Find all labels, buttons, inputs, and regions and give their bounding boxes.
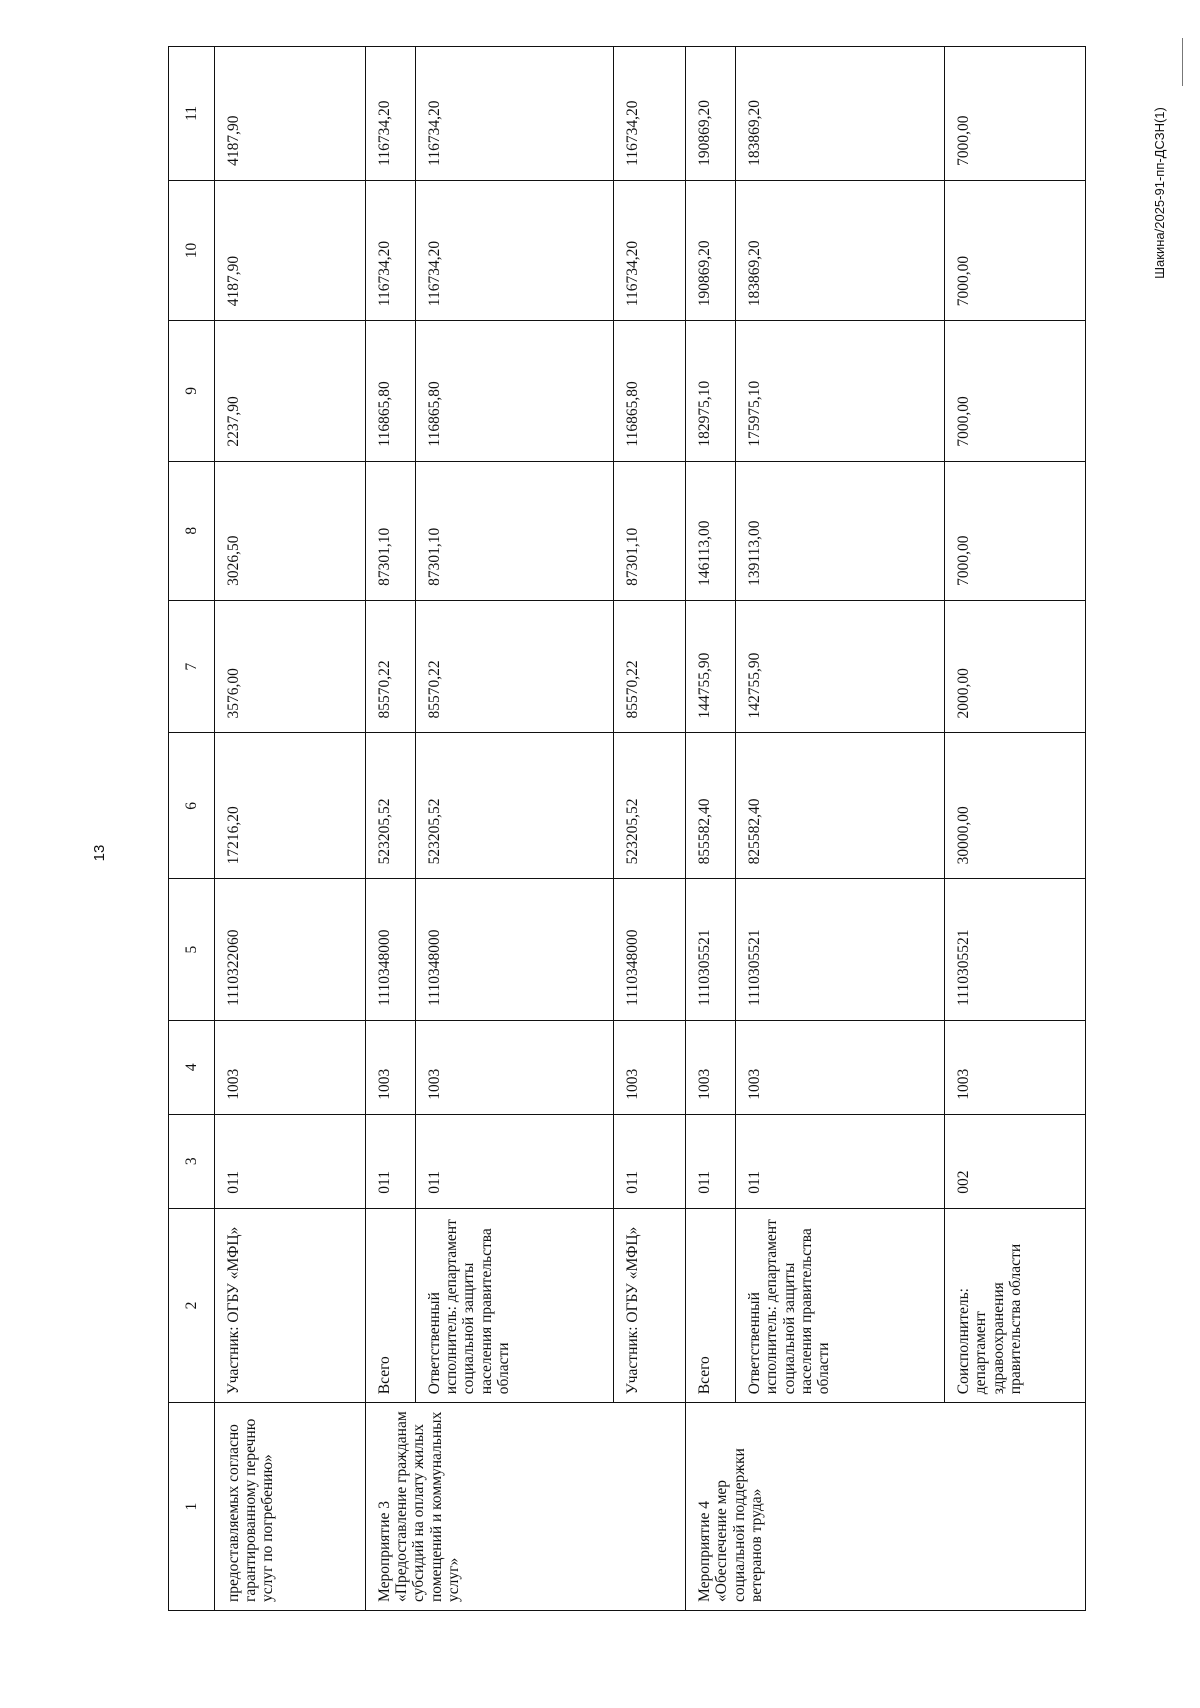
amount-cell: 190869,20 bbox=[685, 180, 735, 320]
amount-cell: 30000,00 bbox=[944, 733, 1085, 879]
amount-cell: 142755,90 bbox=[735, 600, 944, 733]
header-row bbox=[169, 47, 215, 1611]
rzpr-cell: 1003 bbox=[415, 1020, 613, 1114]
amount-cell: 183869,20 bbox=[735, 47, 944, 181]
header-cell: 3 bbox=[169, 1114, 215, 1208]
csr-cell: 1110305521 bbox=[685, 879, 735, 1020]
amount-cell: 87301,10 bbox=[415, 461, 613, 600]
header-cell: 11 bbox=[169, 47, 215, 181]
rzpr-cell: 1003 bbox=[214, 1020, 365, 1114]
amount-cell: 116865,80 bbox=[613, 321, 685, 461]
grbs-cell: 011 bbox=[365, 1114, 415, 1208]
amount-cell: 85570,22 bbox=[415, 600, 613, 733]
measure-cell: Мероприятие 3 «Предоставление гражданам субсидий на оплату жилых помещений и коммунальных услуг» bbox=[365, 1403, 685, 1611]
amount-cell: 523205,52 bbox=[415, 733, 613, 879]
amount-cell: 523205,52 bbox=[613, 733, 685, 879]
csr-cell: 1110348000 bbox=[415, 879, 613, 1020]
amount-cell: 2237,90 bbox=[214, 321, 365, 461]
grbs-cell: 011 bbox=[735, 1114, 944, 1208]
amount-cell: 85570,22 bbox=[365, 600, 415, 733]
amount-cell: 3026,50 bbox=[214, 461, 365, 600]
amount-cell: 190869,20 bbox=[685, 47, 735, 181]
rzpr-cell: 1003 bbox=[944, 1020, 1085, 1114]
amount-cell: 139113,00 bbox=[735, 461, 944, 600]
grbs-cell: 011 bbox=[415, 1114, 613, 1208]
executor-cell: Ответственный исполнитель: департамент социальной защиты населения правительства области bbox=[415, 1208, 613, 1403]
table-row bbox=[613, 47, 685, 1611]
amount-cell: 2000,00 bbox=[944, 600, 1085, 733]
amount-cell: 825582,40 bbox=[735, 733, 944, 879]
amount-cell: 116734,20 bbox=[415, 47, 613, 181]
amount-cell: 4187,90 bbox=[214, 47, 365, 181]
rzpr-cell: 1003 bbox=[685, 1020, 735, 1114]
amount-cell: 144755,90 bbox=[685, 600, 735, 733]
table-row bbox=[685, 47, 735, 1611]
grbs-cell: 002 bbox=[944, 1114, 1085, 1208]
amount-cell: 116734,20 bbox=[415, 180, 613, 320]
amount-cell: 116734,20 bbox=[613, 47, 685, 181]
grbs-cell: 011 bbox=[214, 1114, 365, 1208]
header-cell: 2 bbox=[169, 1208, 215, 1403]
amount-cell: 85570,22 bbox=[613, 600, 685, 733]
header-cell: 4 bbox=[169, 1020, 215, 1114]
header-cell: 1 bbox=[169, 1403, 215, 1611]
amount-cell: 175975,10 bbox=[735, 321, 944, 461]
header-cell: 9 bbox=[169, 321, 215, 461]
csr-cell: 1110305521 bbox=[735, 879, 944, 1020]
amount-cell: 116865,80 bbox=[415, 321, 613, 461]
table-row bbox=[735, 47, 944, 1611]
rzpr-cell: 1003 bbox=[735, 1020, 944, 1114]
grbs-cell: 011 bbox=[613, 1114, 685, 1208]
amount-cell: 7000,00 bbox=[944, 180, 1085, 320]
funding-table bbox=[168, 46, 1086, 1611]
header-cell: 6 bbox=[169, 733, 215, 879]
executor-cell: Всего bbox=[685, 1208, 735, 1403]
csr-cell: 1110348000 bbox=[365, 879, 415, 1020]
amount-cell: 116865,80 bbox=[365, 321, 415, 461]
table-row bbox=[415, 47, 613, 1611]
amount-cell: 3576,00 bbox=[214, 600, 365, 733]
amount-cell: 182975,10 bbox=[685, 321, 735, 461]
table-row bbox=[365, 47, 415, 1611]
header-cell: 8 bbox=[169, 461, 215, 600]
csr-cell: 1110305521 bbox=[944, 879, 1085, 1020]
executor-cell: Участник: ОГБУ «МФЦ» bbox=[214, 1208, 365, 1403]
amount-cell: 7000,00 bbox=[944, 321, 1085, 461]
header-cell: 5 bbox=[169, 879, 215, 1020]
executor-cell: Ответственный исполнитель: департамент социальной защиты населения правительства области bbox=[735, 1208, 944, 1403]
rzpr-cell: 1003 bbox=[613, 1020, 685, 1114]
measure-cell: Мероприятие 4 «Обеспечение мер социальной поддержки ветеранов труда» bbox=[685, 1403, 1085, 1611]
csr-cell: 1110322060 bbox=[214, 879, 365, 1020]
amount-cell: 87301,10 bbox=[613, 461, 685, 600]
amount-cell: 4187,90 bbox=[214, 180, 365, 320]
table-row bbox=[214, 47, 365, 1611]
amount-cell: 523205,52 bbox=[365, 733, 415, 879]
executor-cell: Всего bbox=[365, 1208, 415, 1403]
csr-cell: 1110348000 bbox=[613, 879, 685, 1020]
rzpr-cell: 1003 bbox=[365, 1020, 415, 1114]
executor-cell: Соисполнитель: департамент здравоохранения правительства области bbox=[944, 1208, 1085, 1403]
amount-cell: 116734,20 bbox=[613, 180, 685, 320]
amount-cell: 87301,10 bbox=[365, 461, 415, 600]
header-cell: 7 bbox=[169, 600, 215, 733]
amount-cell: 116734,20 bbox=[365, 180, 415, 320]
table-row bbox=[944, 47, 1085, 1611]
grbs-cell: 011 bbox=[685, 1114, 735, 1208]
amount-cell: 7000,00 bbox=[944, 47, 1085, 181]
page-number: 13 bbox=[91, 844, 108, 862]
header-cell: 10 bbox=[169, 180, 215, 320]
margin-line bbox=[1182, 38, 1183, 86]
executor-cell: Участник: ОГБУ «МФЦ» bbox=[613, 1208, 685, 1403]
amount-cell: 183869,20 bbox=[735, 180, 944, 320]
amount-cell: 17216,20 bbox=[214, 733, 365, 879]
amount-cell: 116734,20 bbox=[365, 47, 415, 181]
document-code-text: Шакина/2025-91-пп-ДСЗН(1) bbox=[1152, 107, 1167, 279]
amount-cell: 855582,40 bbox=[685, 733, 735, 879]
amount-cell: 146113,00 bbox=[685, 461, 735, 600]
amount-cell: 7000,00 bbox=[944, 461, 1085, 600]
measure-cell: предоставляемых согласно гарантированному перечню услуг по погребению» bbox=[214, 1403, 365, 1611]
